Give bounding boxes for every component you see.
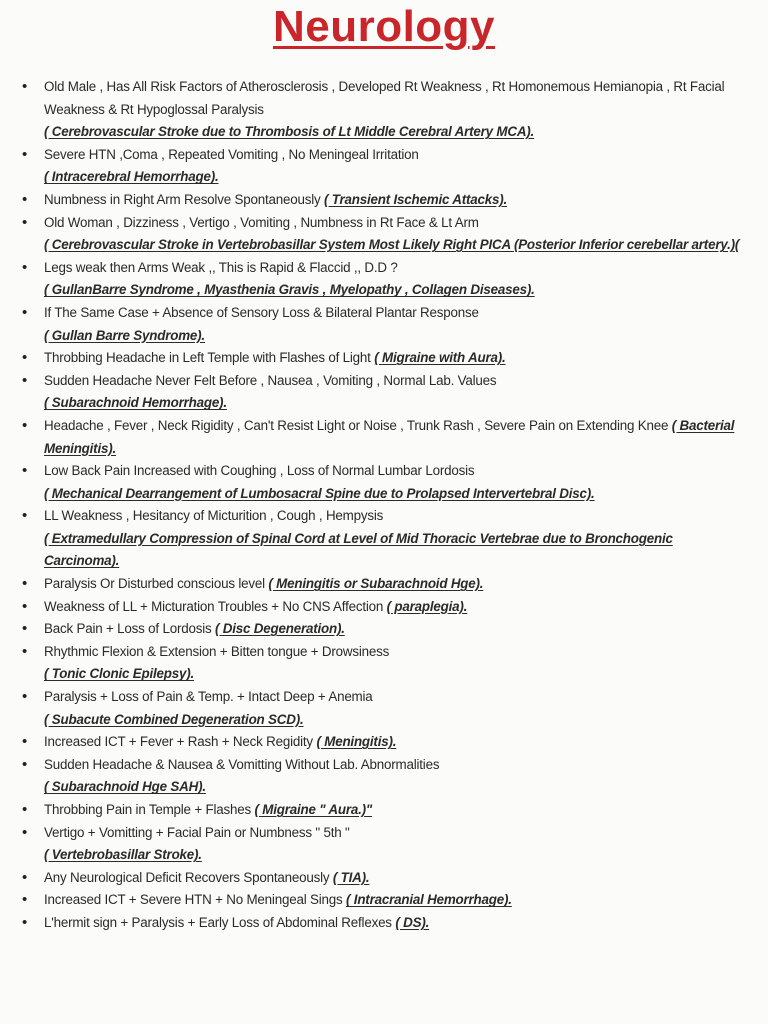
bullet-icon: • — [22, 213, 28, 231]
diagnosis-answer: ( Subarachnoid Hemorrhage). — [44, 395, 227, 411]
page-title: Neurology — [272, 2, 496, 51]
diagnosis-answer: ( Subarachnoid Hge SAH). — [44, 779, 206, 795]
bullet-icon: • — [22, 913, 28, 931]
case-description: Sudden Headache & Nausea & Vomitting Without Lab. Abnormalities — [44, 756, 440, 772]
diagnosis-answer: ( Cerebrovascular Stroke due to Thrombosis of Lt Middle Cerebral Artery MCA). — [44, 124, 535, 140]
diagnosis-answer: ( Transient Ischemic Attacks). — [324, 191, 508, 207]
bullet-icon: • — [22, 349, 28, 367]
list-item — [22, 257, 748, 302]
diagnosis-answer: ( Gullan Barre Syndrome). — [44, 327, 205, 343]
list-item — [22, 912, 748, 935]
diagnosis-answer: ( Disc Degeneration). — [215, 621, 345, 637]
case-description: LL Weakness , Hesitancy of Micturition , Cough , Hempysis — [44, 508, 384, 524]
list-item — [22, 370, 748, 415]
list-item — [22, 347, 748, 370]
bullet-icon: • — [22, 416, 28, 434]
bullet-icon: • — [22, 868, 28, 886]
list-item — [22, 799, 748, 822]
list-item — [22, 618, 748, 641]
case-description: Old Male , Has All Risk Factors of Atherosclerosis , Developed Rt Weakness , Rt Homonemous Hemianopia , Rt Facial Weakness & Rt Hypoglossal Paralysis — [44, 79, 725, 117]
list-item — [22, 144, 748, 189]
bullet-icon: • — [22, 78, 28, 95]
diagnosis-answer: ( Tonic Clonic Epilepsy). — [44, 666, 194, 682]
diagnosis-answer: ( Intracranial Hemorrhage). — [346, 892, 512, 908]
bullet-icon: • — [22, 891, 28, 909]
list-item — [22, 867, 748, 890]
diagnosis-answer: ( Meningitis). — [316, 734, 397, 750]
list-item — [22, 889, 748, 912]
diagnosis-answer: ( Migraine with Aura). — [374, 350, 506, 366]
case-description: Back Pain + Loss of Lordosis — [44, 621, 212, 637]
diagnosis-answer: ( Subacute Combined Degeneration SCD). — [44, 711, 304, 727]
diagnosis-answer: ( Intracerebral Hemorrhage). — [44, 169, 219, 185]
bullet-icon: • — [22, 597, 28, 615]
case-description: Vertigo + Vomitting + Facial Pain or Numbness " 5th " — [44, 824, 350, 840]
case-description: Old Woman , Dizziness , Vertigo , Vomiting , Numbness in Rt Face & Lt Arm — [44, 214, 479, 230]
diagnosis-answer: ( Extramedullary Compression of Spinal Cord at Level of Mid Thoracic Vertebrae due to Bronchogenic Carcinoma). — [44, 530, 673, 569]
bullet-icon: • — [22, 733, 28, 751]
list-item — [22, 189, 748, 212]
list-item — [22, 212, 748, 257]
diagnosis-answer: ( Migraine " Aura.)" — [254, 802, 373, 817]
case-description: Rhythmic Flexion & Extension + Bitten tongue + Drowsiness — [44, 643, 390, 659]
bullet-icon: • — [22, 462, 28, 480]
case-description: Increased ICT + Severe HTN + No Meningeal Sings — [44, 892, 343, 908]
case-description: Throbbing Pain in Temple + Flashes — [44, 802, 251, 817]
list-item — [22, 686, 748, 731]
bullet-icon: • — [22, 688, 28, 706]
case-description: Increased ICT + Fever + Rash + Neck Regidity — [44, 734, 313, 750]
case-description: Paralysis + Loss of Pain & Temp. + Intact Deep + Anemia — [44, 689, 373, 705]
bullet-icon: • — [22, 145, 28, 163]
bullet-icon: • — [22, 823, 28, 841]
list-item — [22, 822, 748, 867]
list-item — [22, 415, 748, 460]
case-description: Throbbing Headache in Left Temple with Flashes of Light — [44, 350, 371, 366]
diagnosis-answer: ( Cerebrovascular Stroke in Vertebrobasillar System Most Likely Right PICA (Posterior Inferior cerebellar artery.)( — [44, 237, 740, 253]
diagnosis-answer: ( Meningitis or Subarachnoid Hge). — [268, 576, 484, 592]
list-item — [22, 76, 748, 144]
diagnosis-answer: ( Vertebrobasillar Stroke). — [44, 847, 202, 863]
bullet-icon: • — [22, 620, 28, 638]
bottom-fade — [0, 1006, 768, 1024]
list-item — [22, 754, 748, 799]
case-description: Severe HTN ,Coma , Repeated Vomiting , No Meningeal Irritation — [44, 146, 419, 162]
case-description: If The Same Case + Absence of Sensory Loss & Bilateral Plantar Response — [44, 304, 479, 320]
bullet-icon: • — [22, 755, 28, 773]
list-item — [22, 573, 748, 596]
case-description: Numbness in Right Arm Resolve Spontaneously — [44, 191, 321, 207]
diagnosis-answer: ( paraplegia). — [386, 598, 468, 614]
bullet-icon: • — [22, 371, 28, 389]
list-item — [22, 596, 748, 619]
list-item — [22, 460, 748, 505]
case-description: Weakness of LL + Micturation Troubles + No CNS Affection — [44, 598, 384, 614]
list-item — [22, 505, 748, 573]
bullet-icon: • — [22, 575, 28, 593]
case-description: Any Neurological Deficit Recovers Spontaneously — [44, 869, 330, 885]
case-description: Low Back Pain Increased with Coughing , Loss of Normal Lumbar Lordosis — [44, 463, 475, 479]
bullet-icon: • — [22, 190, 28, 208]
diagnosis-answer: ( GullanBarre Syndrome , Myasthenia Gravis , Myelopathy , Collagen Diseases). — [44, 282, 535, 298]
list-item — [22, 641, 748, 686]
case-description: Headache , Fever , Neck Rigidity , Can't Resist Light or Noise , Trunk Rash , Severe Pain on Extending Knee — [44, 417, 669, 433]
bullet-icon: • — [22, 258, 28, 276]
diagnosis-answer: ( Bacterial Meningitis). — [44, 417, 735, 456]
case-description: Paralysis Or Disturbed conscious level — [44, 576, 265, 592]
bullet-icon: • — [22, 507, 28, 525]
bullet-icon: • — [22, 642, 28, 660]
case-description: L'hermit sign + Paralysis + Early Loss of Abdominal Reflexes — [44, 914, 392, 930]
case-description: Sudden Headache Never Felt Before , Nausea , Vomiting , Normal Lab. Values — [44, 372, 497, 388]
bullet-icon: • — [22, 801, 28, 818]
bullet-icon: • — [22, 303, 28, 321]
case-list — [0, 76, 768, 935]
list-item — [22, 731, 748, 754]
diagnosis-answer: ( TIA). — [332, 869, 370, 885]
case-description: Legs weak then Arms Weak ,, This is Rapid & Flaccid ,, D.D ? — [44, 259, 398, 275]
diagnosis-answer: ( DS). — [395, 914, 430, 930]
list-item — [22, 302, 748, 347]
diagnosis-answer: ( Mechanical Dearrangement of Lumbosacral Spine due to Prolapsed Intervertebral Disc). — [44, 485, 595, 501]
